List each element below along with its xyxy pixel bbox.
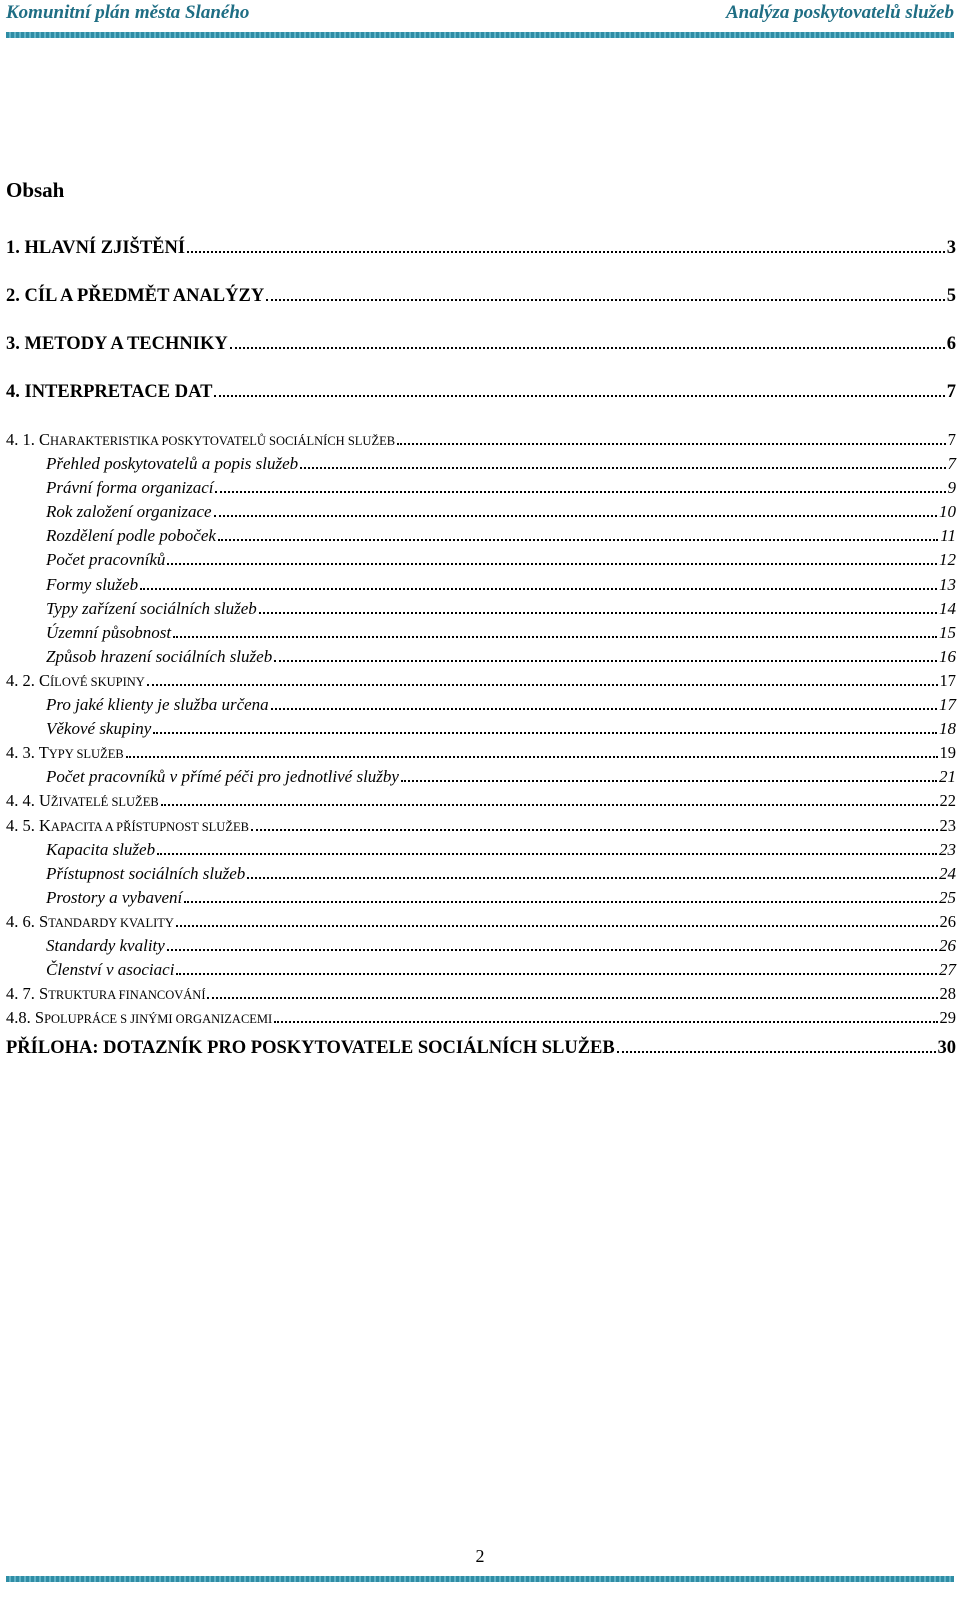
toc-entry-page: 27 [939, 960, 956, 980]
toc-dot-leader [215, 490, 945, 493]
toc-dot-leader [173, 635, 937, 638]
toc-entry-page: 28 [939, 984, 956, 1004]
toc-dot-leader [157, 852, 937, 855]
toc-entry-page: 7 [947, 454, 956, 474]
toc-entry-label: Rok založení organizace [46, 502, 212, 522]
toc-dot-leader [300, 466, 945, 469]
toc-entry-label: Formy služeb [46, 574, 139, 594]
toc-entry[interactable] [6, 743, 956, 767]
toc-entry[interactable] [6, 430, 956, 454]
toc-entry[interactable] [6, 840, 956, 864]
toc-entry-page: 15 [939, 622, 956, 642]
toc-dot-leader [397, 442, 946, 445]
toc-entry-page: 24 [939, 863, 956, 883]
toc-entry-text: YPY SLUŽEB [48, 747, 124, 762]
toc-entry-page: 25 [939, 887, 956, 907]
header-divider [6, 32, 954, 38]
header-document-title: Komunitní plán města Slaného [6, 2, 250, 23]
toc-entry-page: 19 [939, 743, 956, 763]
toc-dot-leader [167, 562, 937, 565]
toc-entry-number: 4.8. S [6, 1008, 45, 1028]
toc-entry-label [6, 743, 124, 763]
toc-entry[interactable] [6, 647, 956, 671]
toc-entry-label: Přehled poskytovatelů a popis služeb [46, 454, 299, 474]
toc-entry-label: 2. CÍL A PŘEDMĚT ANALÝZY [6, 286, 265, 306]
toc-entry[interactable] [6, 623, 956, 647]
toc-entry[interactable] [6, 238, 956, 286]
toc-dot-leader [161, 803, 938, 806]
toc-dot-leader [247, 876, 937, 879]
toc-entry-label: Prostory a vybavení [46, 887, 183, 907]
toc-dot-leader [230, 346, 945, 349]
toc-entry[interactable] [6, 382, 956, 430]
toc-entry-label [6, 984, 205, 1004]
toc-dot-leader [271, 707, 937, 710]
toc-entry[interactable] [6, 912, 956, 936]
toc-entry-page: 23 [939, 815, 956, 835]
toc-entry-page: 11 [940, 526, 956, 546]
toc-entry[interactable] [6, 936, 956, 960]
toc-entry-number: 4. 1. C [6, 430, 51, 449]
toc-entry-label: Počet pracovníků v přímé péči pro jednotlivé služby [46, 767, 399, 787]
toc-entry[interactable] [6, 671, 956, 695]
toc-entry-page: 17 [939, 695, 956, 715]
toc-entry-page: 16 [939, 646, 956, 666]
toc-dot-leader [184, 900, 937, 903]
toc-entry[interactable] [6, 286, 956, 334]
toc-entry[interactable] [6, 1008, 956, 1032]
toc-entry[interactable] [6, 888, 956, 912]
toc-title: Obsah [6, 178, 65, 202]
toc-entry-label: Územní působnost [46, 622, 172, 642]
toc-entry-label: Přístupnost sociálních služeb [46, 863, 246, 883]
toc-entry-page: 10 [939, 502, 956, 522]
toc-entry-text: HARAKTERISTIKA POSKYTOVATELŮ SOCIÁLNÍCH SLUŽEB [50, 434, 396, 448]
toc-dot-leader [274, 1020, 937, 1023]
toc-dot-leader [214, 394, 944, 397]
toc-entry-text: TRUKTURA FINANCOVÁNÍ [48, 988, 206, 1003]
toc-entry[interactable] [6, 599, 956, 623]
toc-entry-page: 22 [939, 791, 956, 811]
toc-entry-label: Způsob hrazení sociálních služeb [46, 646, 273, 666]
toc-dot-leader [167, 948, 937, 951]
toc-entry-label: PŘÍLOHA: DOTAZNÍK PRO POSKYTOVATELE SOCIÁLNÍCH SLUŽEB [6, 1038, 615, 1059]
toc-entry-label: Rozdělení podle poboček [46, 526, 216, 546]
toc-entry-label [6, 430, 395, 450]
toc-entry-label: Věkové skupiny [46, 719, 152, 739]
toc-entry[interactable] [6, 719, 956, 743]
toc-entry-number: 4. 6. S [6, 911, 49, 931]
toc-entry[interactable] [6, 575, 956, 599]
toc-entry-number: 4. 2. C [6, 670, 51, 690]
table-of-contents [6, 238, 956, 1078]
toc-dot-leader [259, 611, 937, 614]
toc-entry[interactable] [6, 1038, 956, 1078]
toc-entry-page: 7 [946, 382, 956, 402]
toc-entry-page: 26 [939, 935, 956, 955]
toc-entry-label [6, 816, 249, 836]
toc-dot-leader [401, 779, 937, 782]
toc-entry-page: 21 [939, 767, 956, 787]
toc-entry[interactable] [6, 550, 956, 574]
toc-entry-label: Pro jaké klienty je služba určena [46, 695, 269, 715]
toc-entry-label: 4. INTERPRETACE DAT [6, 382, 213, 402]
toc-entry-page: 7 [947, 430, 956, 449]
toc-entry-text: APACITA A PŘÍSTUPNOST SLUŽEB [50, 819, 249, 834]
toc-entry-page: 17 [939, 670, 956, 690]
toc-entry-page: 6 [946, 334, 956, 354]
toc-entry-page: 30 [937, 1038, 956, 1059]
toc-entry-label: Počet pracovníků [46, 550, 166, 570]
toc-entry-page: 13 [939, 574, 956, 594]
toc-entry[interactable] [6, 864, 956, 888]
toc-entry[interactable] [6, 478, 956, 502]
toc-entry[interactable] [6, 816, 956, 840]
toc-dot-leader [176, 972, 937, 975]
toc-entry[interactable] [6, 454, 956, 478]
toc-entry-text: POLUPRÁCE S JINÝMI ORGANIZACEMI [44, 1012, 273, 1027]
toc-entry-page: 5 [946, 286, 956, 306]
toc-entry-page: 29 [939, 1008, 956, 1028]
toc-entry-label: Kapacita služeb [46, 839, 156, 859]
toc-dot-leader [207, 996, 937, 999]
toc-entry-page: 23 [939, 839, 956, 859]
toc-entry-text: TANDARDY KVALITY [48, 915, 174, 930]
toc-entry-label [6, 791, 159, 811]
toc-entry-number: 4. 3. T [6, 743, 49, 763]
toc-entry-page: 26 [939, 911, 956, 931]
toc-entry-label: Typy zařízení sociálních služeb [46, 598, 257, 618]
toc-entry-label [6, 671, 145, 691]
toc-dot-leader [187, 250, 945, 253]
toc-entry[interactable] [6, 334, 956, 382]
toc-entry-label: Právní forma organizací [46, 478, 214, 498]
toc-dot-leader [176, 924, 938, 927]
toc-entry-page: 9 [947, 478, 956, 498]
toc-entry-number: 4. 4. U [6, 791, 51, 811]
toc-entry[interactable] [6, 526, 956, 550]
toc-entry-page: 12 [939, 550, 956, 570]
header-section-title: Analýza poskytovatelů služeb [725, 2, 954, 23]
toc-entry-page: 3 [946, 238, 956, 258]
toc-entry[interactable] [6, 767, 956, 791]
toc-entry-label: Standardy kvality [46, 935, 165, 955]
toc-dot-leader [251, 828, 938, 831]
toc-dot-leader [153, 731, 937, 734]
toc-dot-leader [140, 587, 937, 590]
toc-entry[interactable] [6, 984, 956, 1008]
toc-dot-leader [214, 514, 937, 517]
page-number: 2 [475, 1546, 485, 1566]
toc-entry[interactable] [6, 695, 956, 719]
toc-entry[interactable] [6, 960, 956, 984]
toc-dot-leader [147, 683, 938, 686]
toc-entry-label: 3. METODY A TECHNIKY [6, 334, 228, 354]
toc-dot-leader [617, 1050, 936, 1053]
toc-entry-label: Členství v asociaci [46, 960, 175, 980]
toc-entry-number: 4. 7. S [6, 984, 49, 1004]
toc-entry[interactable] [6, 502, 956, 526]
toc-entry[interactable] [6, 791, 956, 815]
toc-entry-label [6, 912, 174, 932]
toc-dot-leader [218, 538, 938, 541]
toc-entry-label: 1. HLAVNÍ ZJIŠTĚNÍ [6, 238, 186, 258]
toc-dot-leader [126, 755, 938, 758]
toc-entry-page: 14 [939, 598, 956, 618]
footer-divider [6, 1576, 954, 1582]
toc-entry-number: 4. 5. K [6, 815, 51, 835]
toc-dot-leader [266, 298, 945, 301]
toc-entry-text: ŽIVATELÉ SLUŽEB [50, 795, 159, 810]
toc-entry-label [6, 1008, 272, 1028]
toc-dot-leader [274, 659, 937, 662]
toc-entry-text: ÍLOVÉ SKUPINY [50, 674, 145, 689]
toc-entry-page: 18 [939, 719, 956, 739]
